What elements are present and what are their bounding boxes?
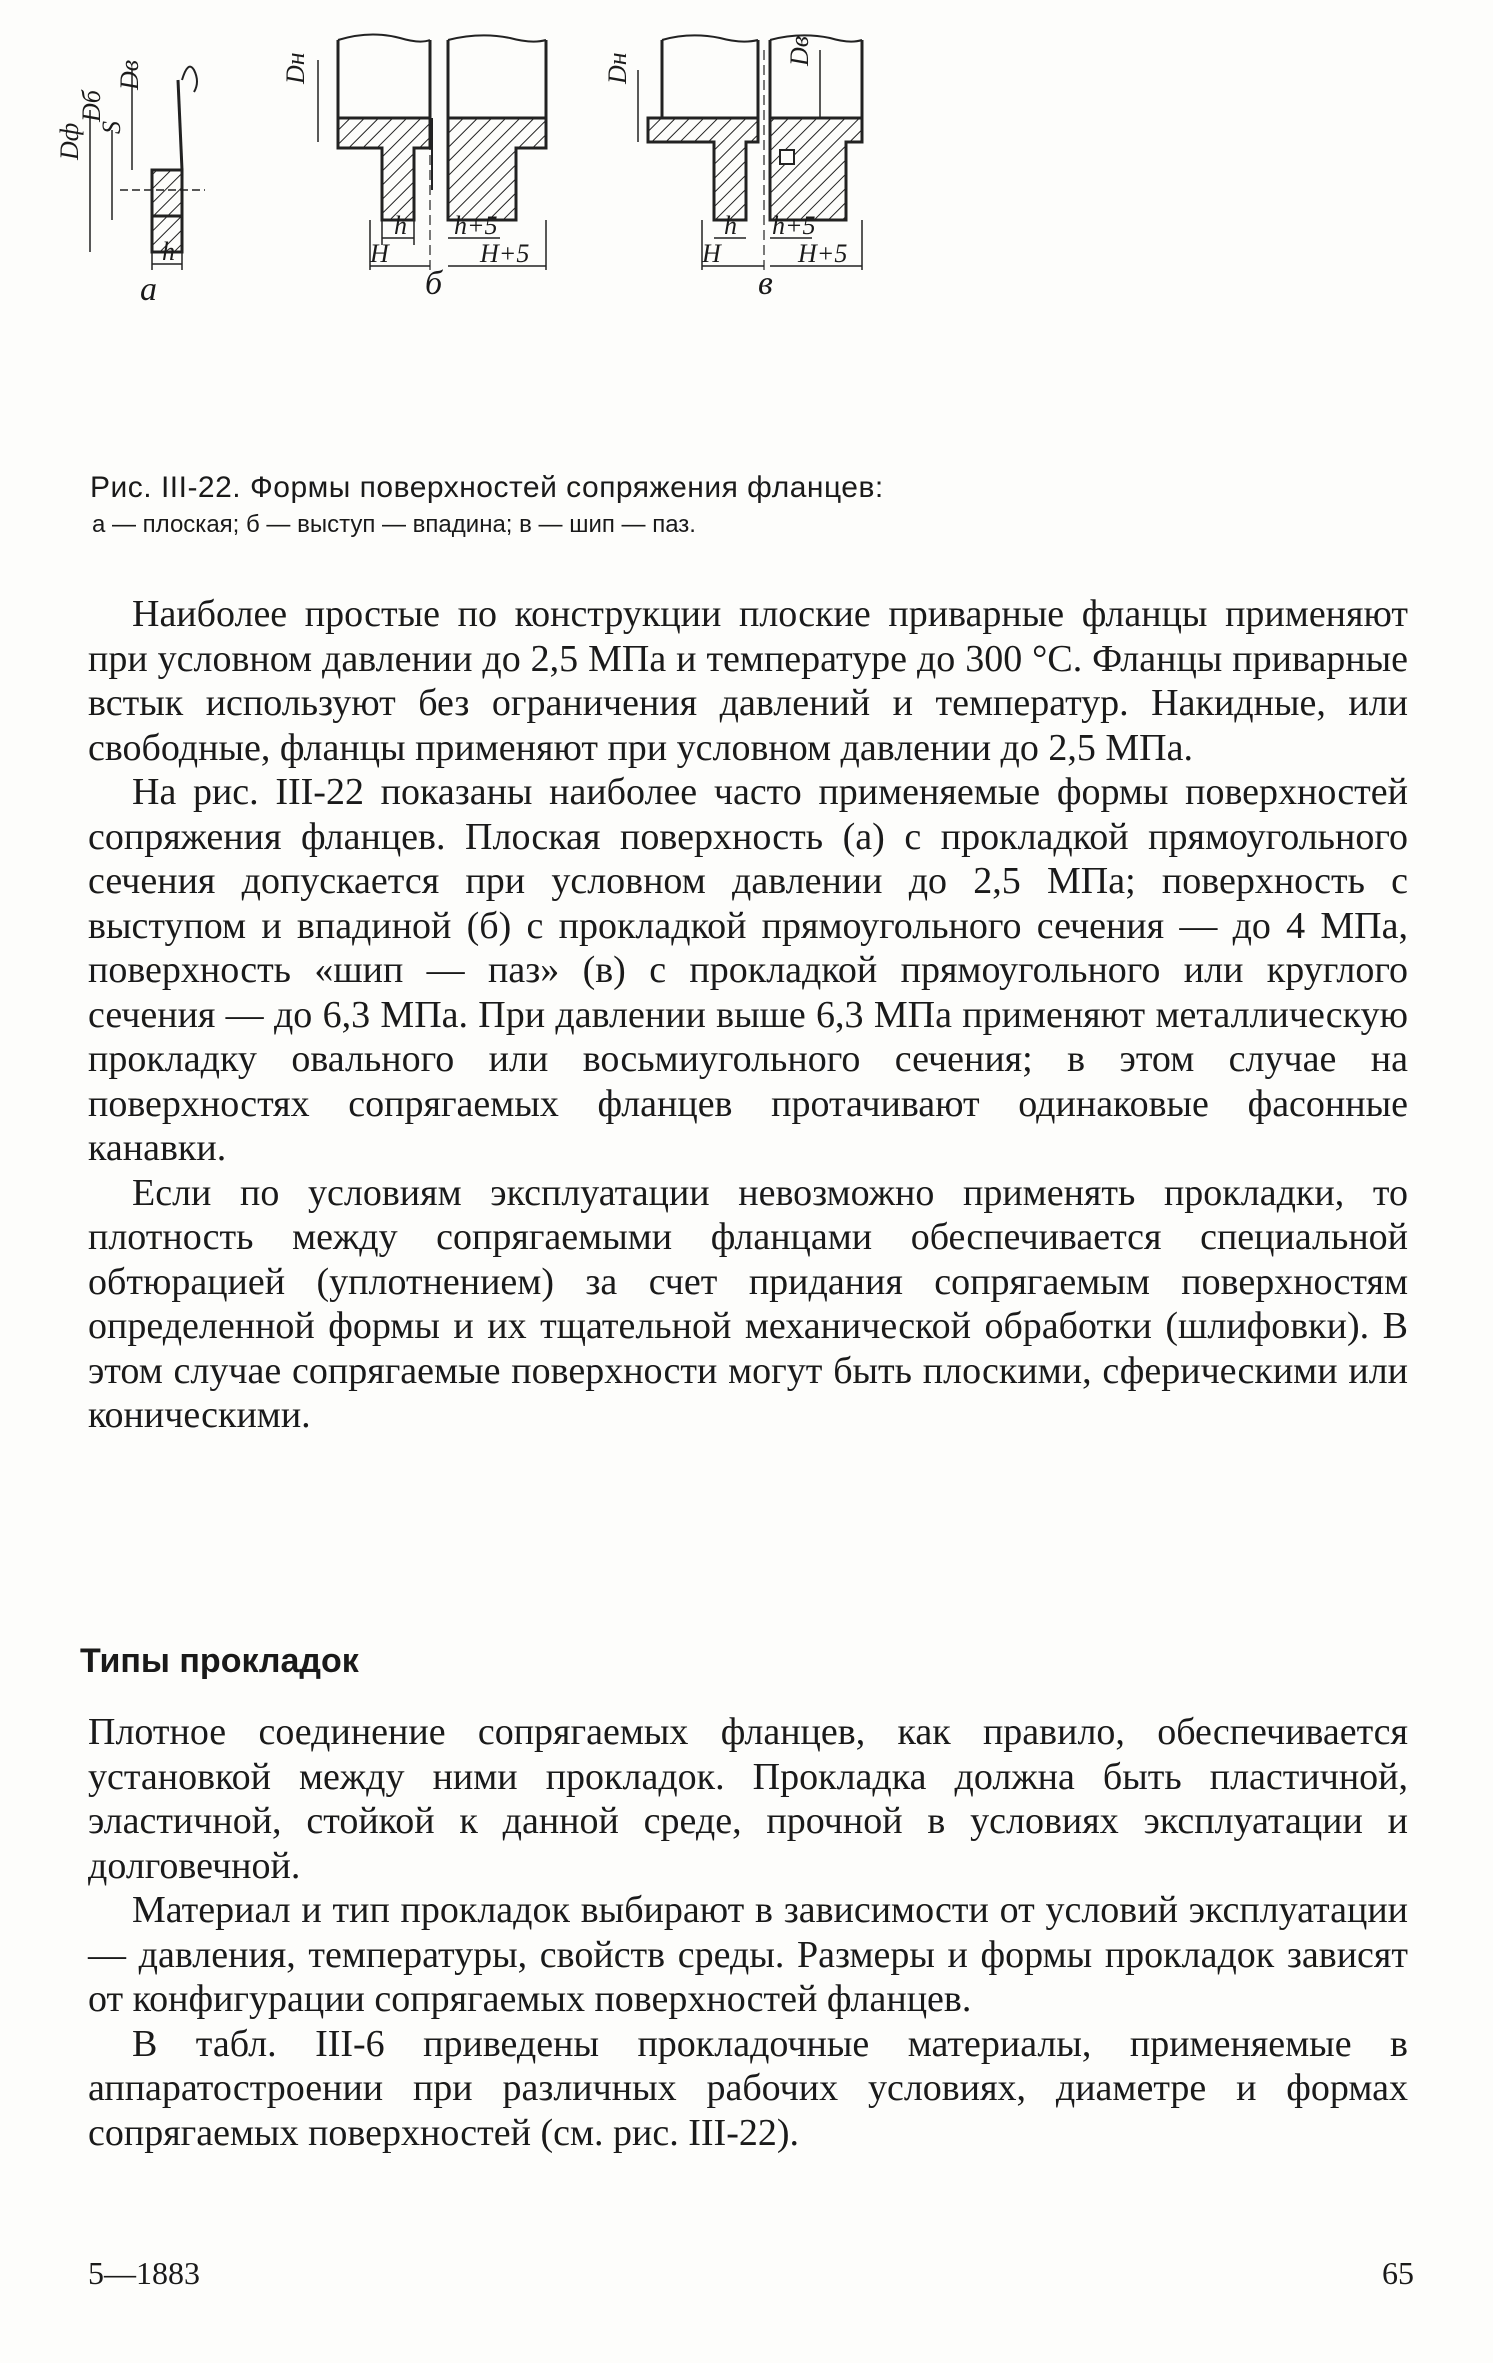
- body-text-2: [88, 1710, 1408, 2155]
- section-heading: Типы прокладок: [80, 1642, 359, 1680]
- dim-dn-b: Dн: [281, 52, 310, 84]
- caption-legend: а — плоская; б — выступ — впадина; в — шип — паз.: [92, 511, 696, 538]
- variant-b-drawing: [318, 34, 546, 270]
- page-number: 65: [1382, 2255, 1414, 2291]
- figure-caption: [90, 468, 1390, 542]
- dim-dv-a: Dв: [115, 59, 144, 90]
- printer-signature: 5—1883: [88, 2255, 200, 2291]
- paragraph: На рис. III-22 показаны наиболее часто применяемые формы поверхностей сопряжения фланцев. Плоская поверхность (а) с прокладкой прямоугольного сечения допускается при условном давлении до 2,5 МПа; поверхность с выступом и впадиной (б) с прокладкой прямоугольного сечения — до 4 МПа, поверхность «шип — паз» (в) с прокладкой прямоугольного или круглого сечения — до 6,3 МПа. При давлении выше 6,3 МПа применяют металлическую прокладку овального или восьмиугольного сечения; в этом случае на поверхностях сопрягаемых фланцев протачивают одинаковые фасонные канавки.: [88, 771, 1408, 1169]
- dim-H5-b: H+5: [480, 239, 530, 268]
- dim-h-a: h: [162, 237, 175, 266]
- dim-H-b: H: [370, 239, 389, 268]
- dim-h-b: h: [394, 211, 407, 240]
- dim-h5-c: h+5: [772, 211, 816, 240]
- dim-h-c: h: [724, 211, 737, 240]
- paragraph: Материал и тип прокладок выбирают в зависимости от условий эксплуатации — давления, температуры, свойств среды. Размеры и формы прокладок зависят от конфигурации сопрягаемых поверхностей фланцев.: [88, 1889, 1408, 2020]
- paragraph: Наиболее простые по конструкции плоские приварные фланцы применяют при условном давлении до 2,5 МПа и температуре до 300 °С. Фланцы приварные встык используют без ограничения давлений и температур. Накидные, или свободные, фланцы применяют при условном давлении до 2,5 МПа.: [88, 593, 1408, 769]
- dim-db: Dб: [77, 90, 106, 122]
- paragraph: Плотное соединение сопрягаемых фланцев, как правило, обеспечивается установкой между ними прокладок. Прокладка должна быть пластичной, эластичной, стойкой к данной среде, прочной в условиях эксплуатации и долговечной.: [88, 1711, 1408, 1887]
- dim-dn-c: Dн: [603, 52, 632, 84]
- dim-dv-c: Dв: [785, 35, 814, 66]
- dim-s: S: [97, 121, 126, 134]
- paragraph: Если по условиям эксплуатации невозможно применять прокладки, то плотность между сопрягаемыми фланцами обеспечивается специальной обтюрацией (уплотнением) за счет придания сопрягаемым поверхностям определенной формы и их тщательной механической обработки (шлифовки). В этом случае сопрягаемые поверхности могут быть плоскими, сферическими или коническими.: [88, 1171, 1408, 1436]
- paragraph: В табл. III-6 приведены прокладочные материалы, применяемые в аппаратостроении при различных рабочих условиях, диаметре и формах сопрягаемых поверхностей (см. рис. III-22).: [88, 2022, 1408, 2154]
- dim-h5-b: h+5: [454, 211, 498, 240]
- dim-df: Dф: [55, 122, 84, 160]
- body-text-1: [88, 592, 1408, 1438]
- variant-c-drawing: [638, 35, 862, 270]
- variant-a-drawing: [90, 67, 205, 270]
- flange-drawing: [55, 30, 1310, 470]
- dim-H5-c: H+5: [798, 239, 848, 268]
- dim-H-c: H: [702, 239, 721, 268]
- label-b: б: [425, 265, 443, 302]
- label-a: а: [140, 271, 157, 308]
- flange-figure: [55, 30, 1310, 470]
- caption-title: Рис. III-22. Формы поверхностей сопряжения фланцев:: [90, 471, 884, 504]
- label-c: в: [758, 265, 773, 302]
